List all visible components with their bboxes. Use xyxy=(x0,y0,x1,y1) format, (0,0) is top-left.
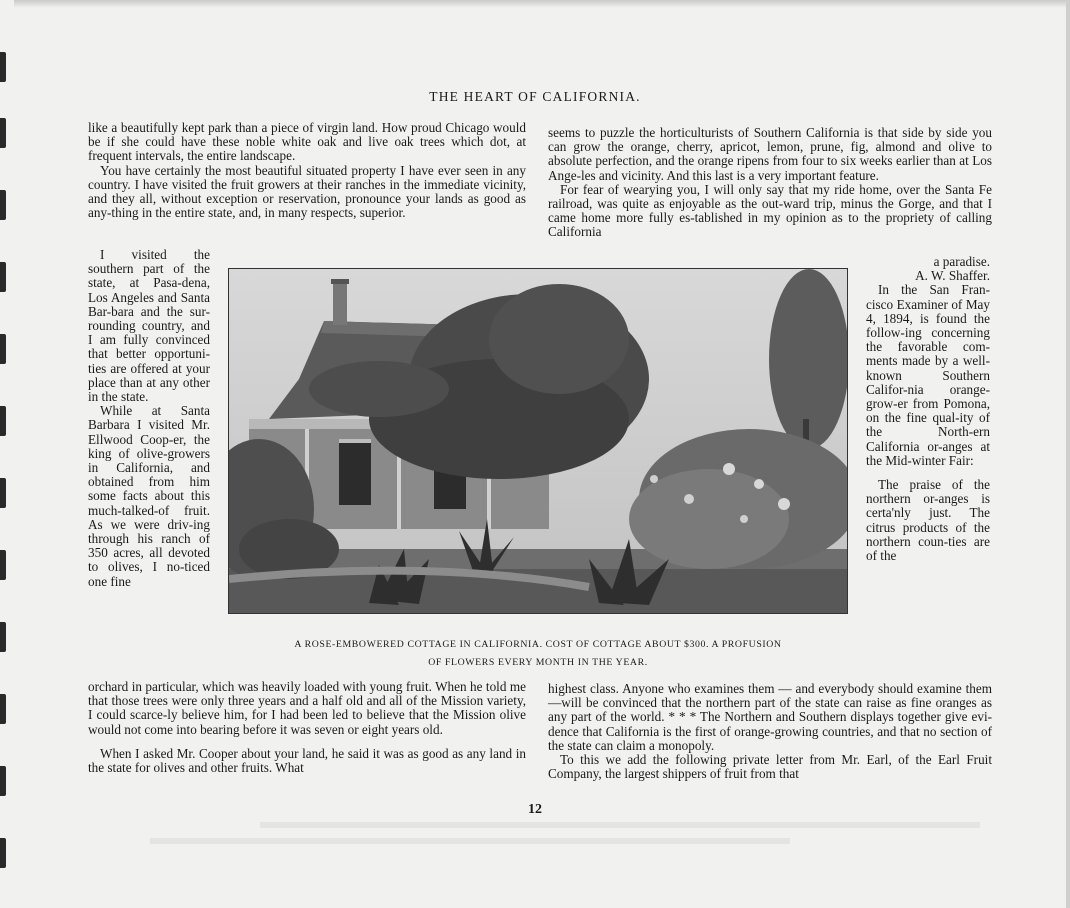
page-top-shadow xyxy=(0,0,1070,8)
signature: A. W. Shaffer. xyxy=(915,268,990,284)
paragraph: highest class. Anyone who examines them — and everybody should examine them—will be convinced that the northern part of the state can raise as fine oranges as any part of the world. * * * The Northern and Southern displays together give evi-dence that California is the first of orange-growing countries, and that no section of the state can claim a monopoly. xyxy=(548,681,992,753)
binding-hole xyxy=(0,550,6,580)
paragraph: For fear of wearying you, I will only say that my ride home, over the Santa Fe railroad, was quite as enjoyable as the out-ward trip, minus the Gorge, and that I came home more fully es-tablished in my opinion as to the propriety of calling California xyxy=(548,181,992,240)
binding-hole xyxy=(0,262,6,292)
paragraph: While at Santa Barbara I visited Mr. Ellwood Coop-er, the king of olive-growers in California, and obtained from him some facts about this much-talked-of fruit. As we were driv-ing through his ranch of 350 acres, all devoted to olives, I no-ticed one fine xyxy=(88,403,210,589)
binding-hole xyxy=(0,622,6,652)
left-column-bottom xyxy=(88,680,526,775)
cottage-photo-illustration xyxy=(229,269,847,613)
paragraph: You have certainly the most beautiful situated property I have ever seen in any country. I have visited the fruit growers at their ranches in the immediate vicinity, and they all, without exception or reservation, pronounce your lands as good as any-thing in the entire state, and, in many respects, superior. xyxy=(88,162,526,221)
binding-hole xyxy=(0,478,6,508)
left-narrow-column xyxy=(88,248,210,589)
cottage-photograph xyxy=(228,268,848,614)
right-narrow-column xyxy=(866,255,990,563)
paragraph: The praise of the northern or-anges is certa'nly just. The citrus products of the northern coun-ties are of the xyxy=(866,477,990,564)
paragraph: orchard in particular, which was heavily loaded with young fruit. When he told me that those trees were only three years and a half old and all of the Mission variety, I could scarce-ly believe him, for I had been led to believe that the Mission olive would not come into bearing before it was seven or eight years old. xyxy=(88,679,526,737)
bleed-through xyxy=(260,822,980,828)
binding-hole xyxy=(0,190,6,220)
paragraph: I visited the southern part of the state, at Pasa-dena, Los Angeles and Santa Bar-bara and the sur-rounding country, and I am fully convinced that better opportuni-ties are offered at your place than at any other in the state. xyxy=(88,247,210,405)
spiral-binding xyxy=(0,0,14,908)
paragraph: In the San Fran-cisco Examiner of May 4, 1894, is found the follow-ing concerning the favorable com-ments made by a well-known Southern Califor-nia orange-grow-er from Pomona, on the fine qual-ity of the North-ern California or-anges at the Mid-winter Fair: xyxy=(866,282,990,468)
paragraph: like a beautifully kept park than a piece of virgin land. How proud Chicago would be if she could have these noble white oak and live oak trees which dot, at frequent intervals, the entire landscape. xyxy=(88,120,526,164)
binding-hole xyxy=(0,694,6,724)
running-header: THE HEART OF CALIFORNIA. xyxy=(429,89,641,104)
bleed-through xyxy=(150,838,790,844)
page-number: 12 xyxy=(528,802,542,817)
left-column-top xyxy=(88,121,526,220)
caption-line: A ROSE-EMBOWERED COTTAGE IN CALIFORNIA. COST OF COTTAGE ABOUT $300. A PROFUSION xyxy=(294,639,782,650)
right-column-bottom xyxy=(548,682,992,781)
paragraph: To this we add the following private letter from Mr. Earl, of the Earl Fruit Company, the largest shippers of fruit from that xyxy=(548,752,992,782)
binding-hole xyxy=(0,118,6,148)
binding-hole xyxy=(0,52,6,82)
caption-line: OF FLOWERS EVERY MONTH IN THE YEAR. xyxy=(428,657,648,668)
right-column-top xyxy=(548,126,992,240)
binding-hole xyxy=(0,838,6,868)
binding-hole xyxy=(0,334,6,364)
page-edge xyxy=(1066,0,1070,908)
paragraph: a paradise. xyxy=(933,254,990,269)
binding-hole xyxy=(0,406,6,436)
photo-caption xyxy=(222,636,854,672)
paragraph: When I asked Mr. Cooper about your land, he said it was as good as any land in the state for olives and other fruits. What xyxy=(88,745,526,776)
paragraph: seems to puzzle the horticulturists of Southern California is that side by side you can grow the orange, cherry, apricot, lemon, prune, fig, almond and olive to absolute perfection, and the orange ripens from four to six weeks earlier than at Los Ange-les and vicinity. And this last is a very important feature. xyxy=(548,125,992,183)
binding-hole xyxy=(0,766,6,796)
